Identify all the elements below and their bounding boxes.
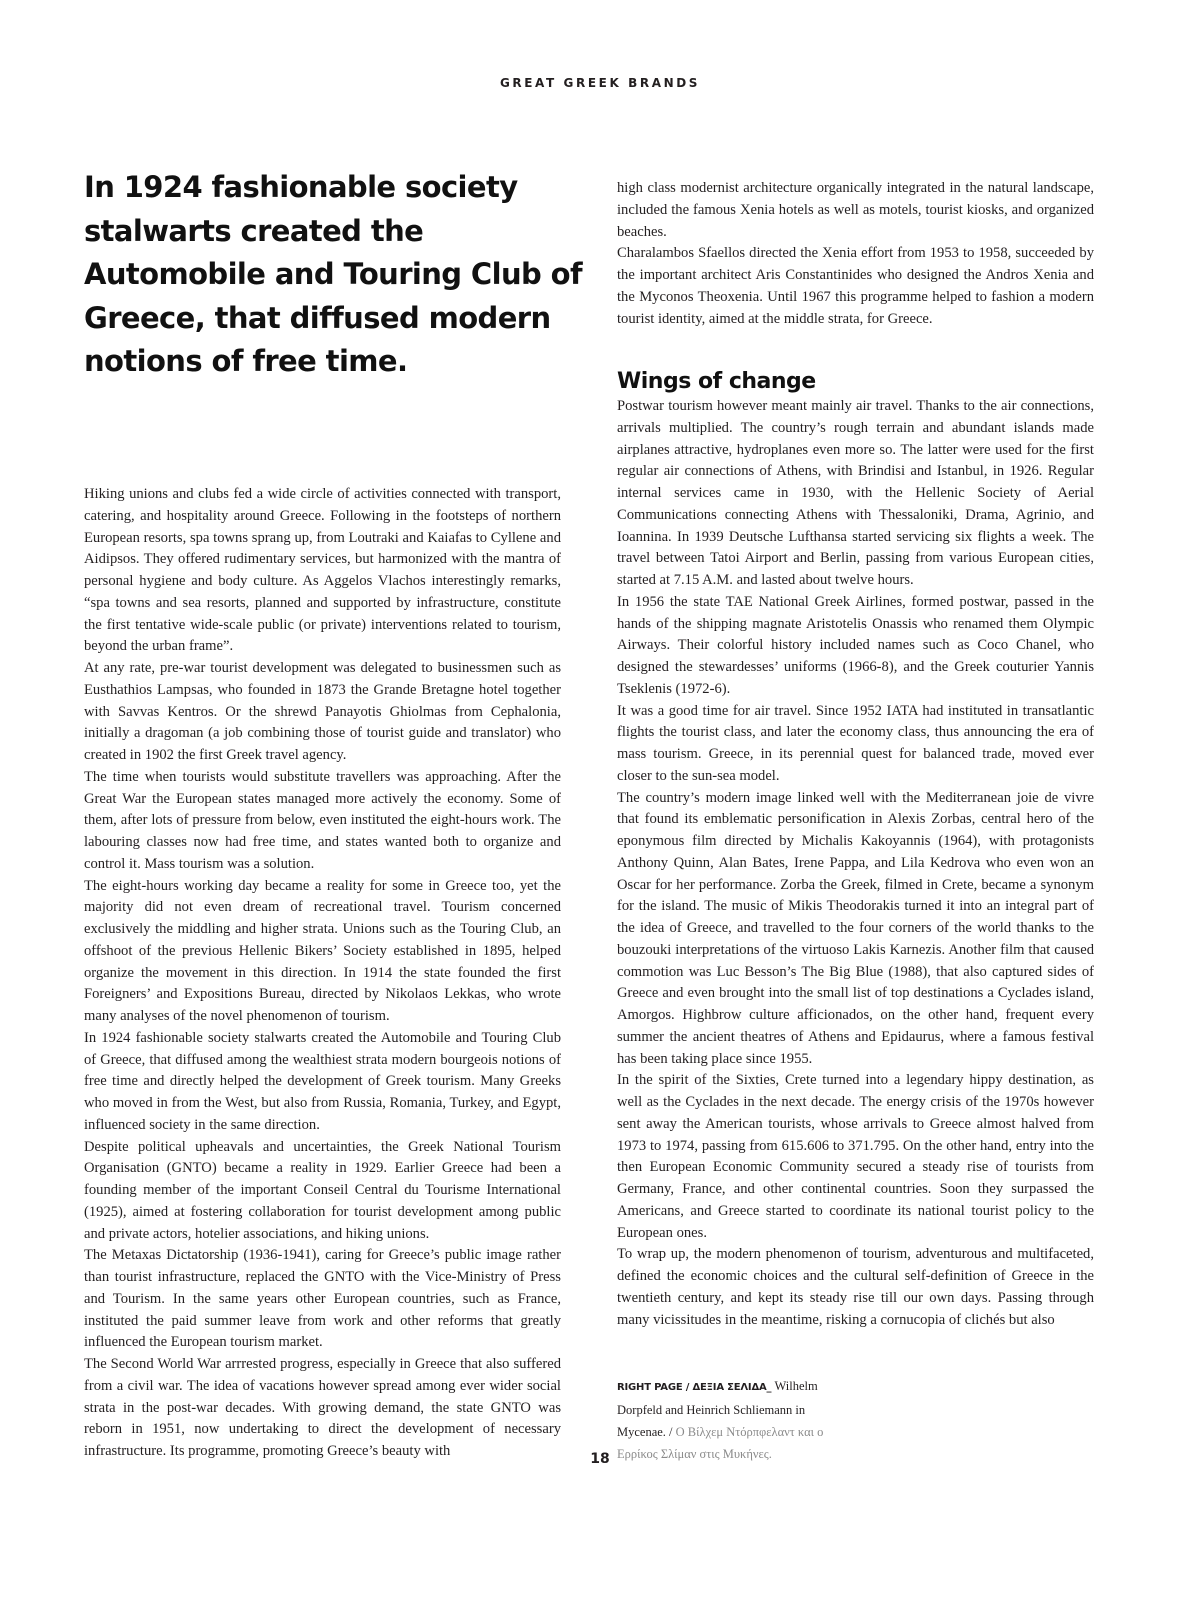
caption-label: RIGHT PAGE / ΔΕΞΙΑ ΣΕΛΙΔΑ_ (617, 1382, 772, 1393)
paragraph: In the spirit of the Sixties, Crete turned into a legendary hippy destination, as well as the Cyclades in the next decade. The energy crisis of the 1970s however sent away the American tourists, whose arrivals to Greece almost halved from 1973 to 1974, passing from 615.606 to 371.795. On the other hand, entry into the then European Economic Community secured a steady rise of tourists from Germany, France, and other continental countries. Soon they surpassed the Americans, and Greece started to coordinate its national tourist policy to the European ones. (617, 1072, 1094, 1241)
running-header: GREAT GREEK BRANDS (499, 76, 701, 90)
paragraph: Hiking unions and clubs fed a wide circle of activities connected with transport, catering, and hospitality around Greece. Following in the footsteps of northern European resorts, spa towns sprang up, from Loutraki and Kaiafas to Cyllene and Aidipsos. They offered rudimentary services, but harmonized with the mantra of personal hygiene and body culture. As Aggelos Vlachos interestingly remarks, “spa towns and sea resorts, planned and supported by infrastructure, constitute the first tentative wide-scale public (or private) interventions related to tourism, beyond the urban frame”. (84, 486, 561, 655)
section-heading: Wings of change (617, 369, 816, 394)
paragraph: The Metaxas Dictatorship (1936-1941), caring for Greece’s public image rather than tourist infrastructure, replaced the GNTO with the Vice-Ministry of Press and Tourism. In the same years other European countries, such as France, instituted the paid summer leave from work and other reforms that greatly influenced the European tourism market. (84, 1247, 561, 1351)
paragraph: The Second World War arrrested progress, especially in Greece that also suffered from a civil war. The idea of vacations however spread among ever wider social strata in the post-war decades. With growing demand, the state GNTO was reborn in 1951, now undertaking to direct the development of necessary infrastructure. Its programme, promoting Greece’s beauty with (84, 1356, 561, 1459)
paragraph: The country’s modern image linked well with the Mediterranean joie de vivre that found its emblematic personification in Alexis Zorbas, central hero of the eponymous film directed by Michalis Kakoyannis (1964), with protagonists Anthony Quinn, Alan Bates, Irene Pappa, and Lila Kedrova who even won an Oscar for her performance. Zorba the Greek, filmed in Crete, became a synonym for the island. The music of Mikis Theodorakis turned it into an integral part of the idea of Greece, and travelled to the four corners of the world thanks to the bouzouki interpretations of the virtuoso Lakis Karnezis. Another film that caused commotion was Luc Besson’s The Big Blue (1988), that also captured sides of Greece and even brought into the small list of top destinations a Cyclades island, Amorgos. Highbrow culture afficionados, on the other hand, frequent every summer the ancient theatres of Athens and Epidaurus, where a famous festival has been taking place since 1955. (617, 789, 1094, 1067)
caption-english: Wilhelm Dorpfeld and Heinrich Schliemann in Mycenae. / (617, 1379, 818, 1439)
paragraph: The eight-hours working day became a reality for some in Greece too, yet the majority did not even dream of recreational travel. Tourism concerned exclusively the middling and higher strata. Unions such as the Touring Club, an offshoot of the previous Hellenic Bikers’ Society established in 1895, helped organize the movement in this direction. In 1914 the state founded the first Foreigners’ and Expositions Bureau, directed by Nikolaos Lekkas, who wrote many analyses of the novel phenomenon of tourism. (84, 877, 561, 1024)
right-column-top (617, 178, 1094, 330)
paragraph: Postwar tourism however meant mainly air travel. Thanks to the air connections, arrivals multiplied. The country’s rough terrain and abundant islands made airplanes attractive, hydroplanes even more so. The latter were used for the first regular air connections of Athens, with Brindisi and Istanbul, in 1926. Regular internal services came in 1930, with the Hellenic Society of Aerial Communications connecting Athens with Thessaloniki, Drama, Agrinio, and Ioannina. In 1939 Deutsche Lufthansa started servicing six flights a week. The travel between Tatoi Airport and Berlin, passing from various European cities, started at 7.15 A.M. and lasted about twelve hours. (617, 398, 1094, 588)
paragraph: Despite political upheavals and uncertainties, the Greek National Tourism Organisation (GNTO) became a reality in 1929. Earlier Greece had been a founding member of the important Conseil Central du Tourisme International (1925), aimed at fostering collaboration for tourist development among public and private actors, hotelier associations, and hiking unions. (84, 1138, 561, 1242)
paragraph: At any rate, pre-war tourist development was delegated to businessmen such as Eusthathios Lampsas, who founded in 1873 the Grande Bretagne hotel together with Savvas Kentros. Or the shrewd Panayotis Ghiolmas from Cephalonia, initially a dragoman (a job combining those of tourist guide and translator) who created in 1902 the first Greek travel agency. (84, 660, 561, 763)
pull-quote: In 1924 fashionable society stalwarts created the Automobile and Touring Club of Greece, that diffused modern notions of free time. (84, 170, 582, 378)
left-column (84, 484, 561, 1463)
paragraph: Charalambos Sfaellos directed the Xenia effort from 1953 to 1958, succeeded by the important architect Aris Constantinides who designed the Andros Xenia and the Myconos Theoxenia. Until 1967 this programme helped to fashion a modern tourist identity, aimed at the middle strata, for Greece. (617, 245, 1094, 327)
paragraph: To wrap up, the modern phenomenon of tourism, adventurous and multifaceted, defined the economic choices and the cultural self-definition of Greece in the twentieth century, and kept its steady rise till our own days. Passing through many vicissitudes in the meantime, risking a cornucopia of clichés but also (617, 1246, 1094, 1328)
caption-greek: Ο Βίλχεμ Ντόρπφελαντ και ο Ερρίκος Σλίμαν στις Μυκήνες. (617, 1425, 824, 1461)
page-number: 18 (590, 1451, 610, 1467)
paragraph: high class modernist architecture organically integrated in the natural landscape, included the famous Xenia hotels as well as motels, tourist kiosks, and organized beaches. (617, 180, 1094, 240)
paragraph: It was a good time for air travel. Since 1952 IATA had instituted in transatlantic flights the tourist class, and later the economy class, thus announcing the era of mass tourism. Greece, in its perennial quest for balanced trade, moved ever closer to the sun-sea model. (617, 702, 1094, 784)
paragraph: The time when tourists would substitute travellers was approaching. After the Great War the European states managed more actively the economy. Some of them, after lots of pressure from below, even instituted the eight-hours work. The labouring classes now had free time, and states wanted both to organize and control it. Mass tourism was a solution. (84, 768, 561, 872)
paragraph: In 1956 the state TAE National Greek Airlines, formed postwar, passed in the hands of the shipping magnate Aristotelis Onassis who renamed them Olympic Airways. Their colorful history included names such as Coco Chanel, who designed the stewardesses’ uniforms (1966-8), and the Greek couturier Yannis Tseklenis (1972-6). (617, 593, 1094, 697)
right-column-bottom (617, 396, 1094, 1331)
paragraph: In 1924 fashionable society stalwarts created the Automobile and Touring Club of Greece, that diffused among the wealthiest strata modern bourgeois notions of free time and directly helped the development of Greek tourism. Many Greeks who moved in from the West, but also from Russia, Romania, Turkey, and Egypt, influenced society in the same direction. (84, 1029, 561, 1133)
